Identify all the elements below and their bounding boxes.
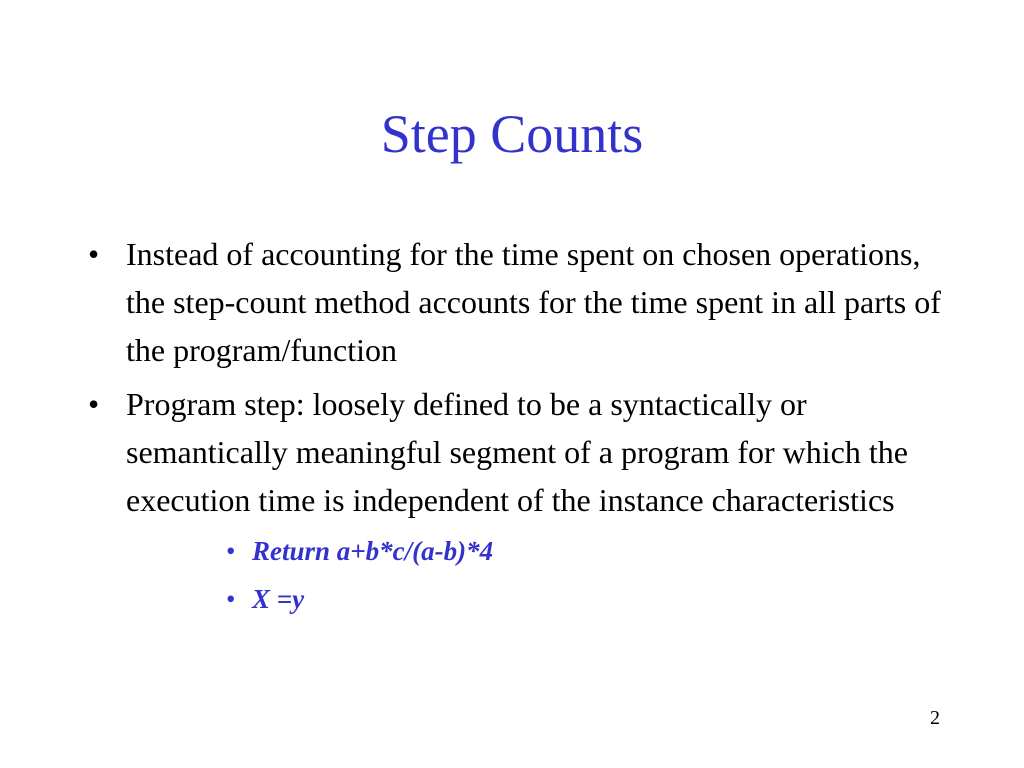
example-list bbox=[126, 536, 948, 614]
bullet-item-program-step bbox=[88, 380, 948, 614]
sub-bullet-icon: • bbox=[226, 536, 236, 566]
bullet-text: Program step: loosely defined to be a syntactically or semantically meaningful segment of a program for which the execution time is independent of the instance characteristics bbox=[126, 386, 908, 518]
page-number: 2 bbox=[930, 707, 940, 729]
example-code: Return a+b*c/(a-b)*4 bbox=[252, 536, 494, 566]
bullet-text: Instead of accounting for the time spent on chosen operations, the step-count method accounts for the time spent in all parts of the program/function bbox=[126, 236, 941, 368]
bullet-list bbox=[88, 230, 948, 632]
example-item-assignment bbox=[226, 584, 948, 614]
bullet-icon: • bbox=[88, 386, 100, 422]
bullet-icon: • bbox=[88, 236, 100, 272]
sub-bullet-icon: • bbox=[226, 584, 236, 614]
example-item-return-statement bbox=[226, 536, 948, 566]
example-code: X =y bbox=[252, 584, 305, 614]
slide-title: Step Counts bbox=[380, 104, 644, 164]
bullet-item-step-count-method bbox=[88, 230, 948, 374]
